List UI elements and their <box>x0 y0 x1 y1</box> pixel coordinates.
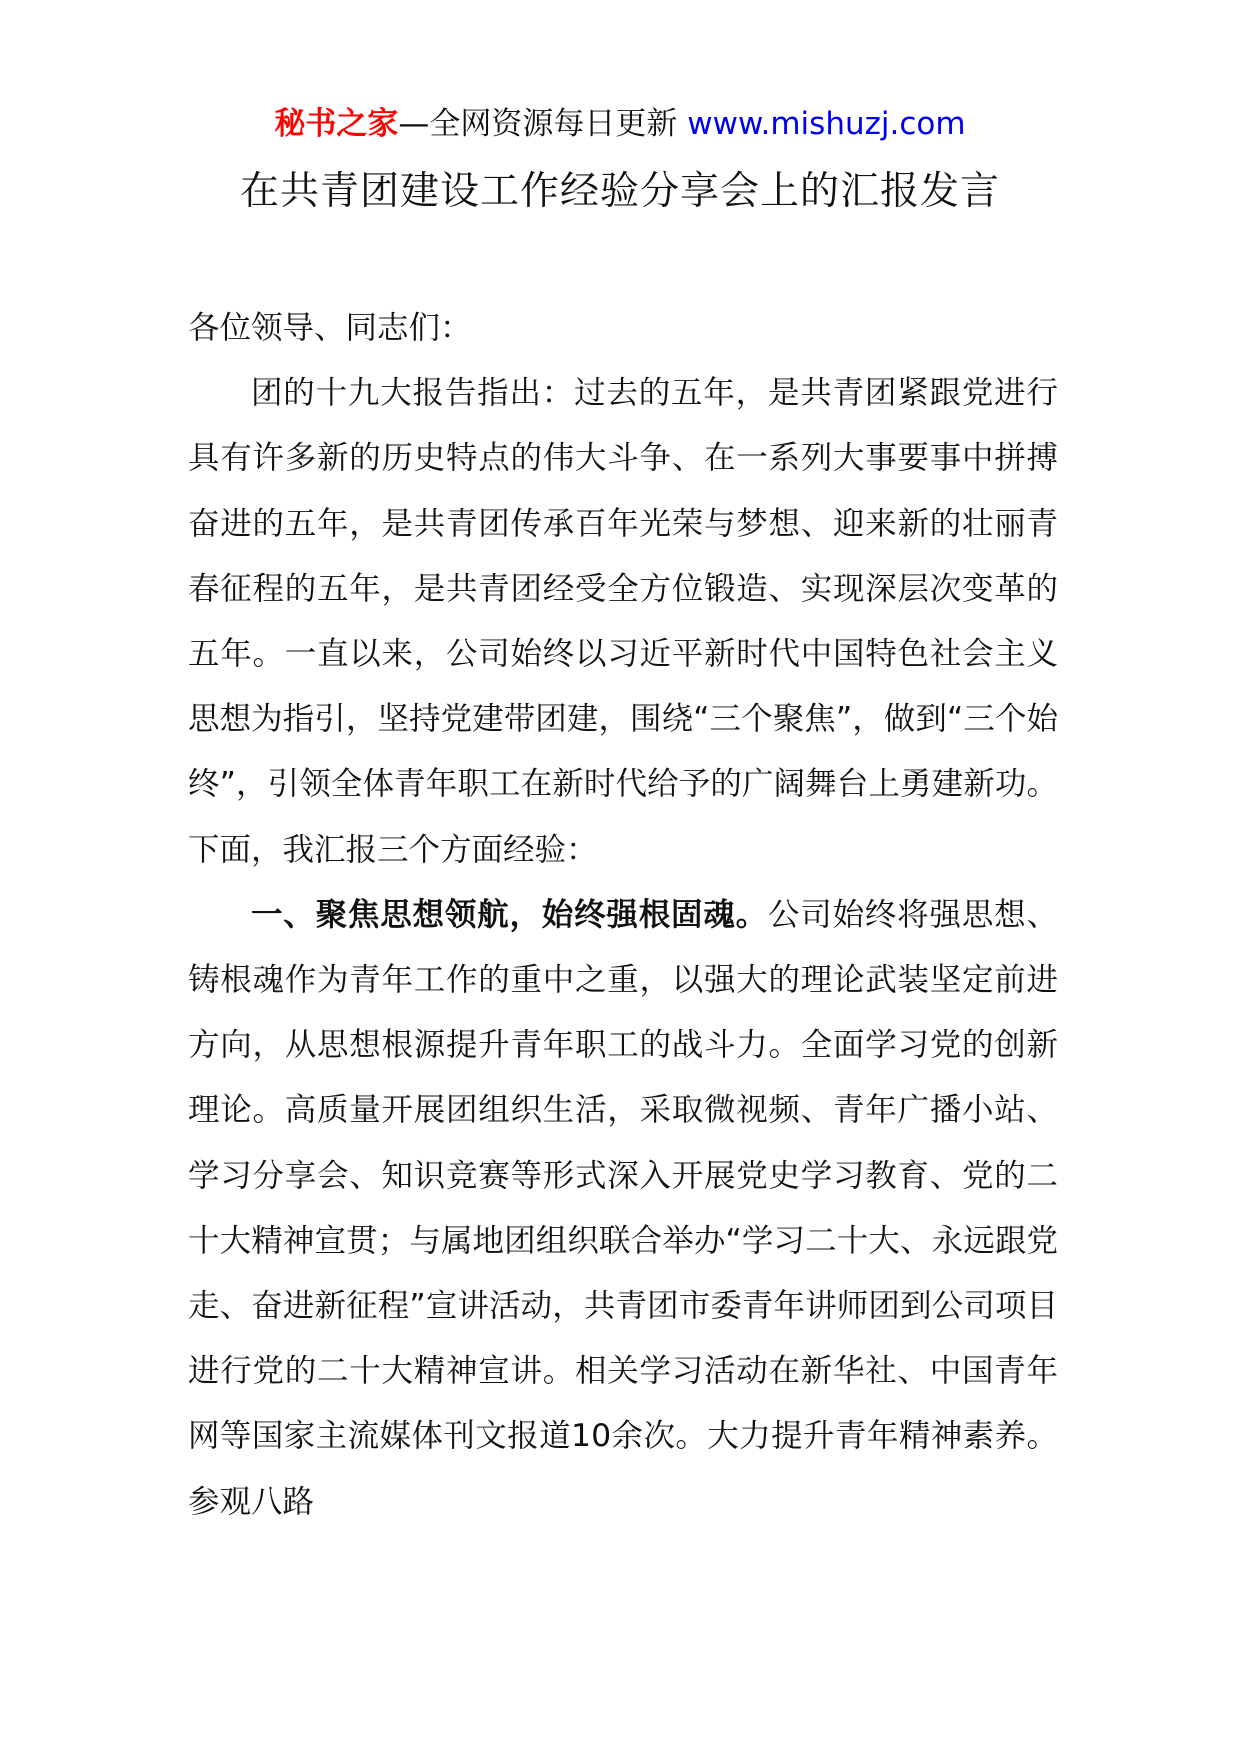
paragraph-intro <box>188 361 1058 883</box>
brand-tagline: —全网资源每日更新 <box>398 106 688 142</box>
document-title: 在共青团建设工作经验分享会上的汇报发言 <box>239 169 1000 214</box>
site-link[interactable]: www.mishuzj.com <box>687 106 966 142</box>
paragraph-section-one <box>188 883 1058 1535</box>
paragraph-lead: 一、聚焦思想领航，始终强根固魂。 <box>251 896 768 933</box>
salutation: 各位领导、同志们： <box>188 310 472 346</box>
header-banner <box>0 104 1240 144</box>
document-body <box>188 296 1058 1535</box>
paragraph-text: 团的十九大报告指出：过去的五年，是共青团紧跟党进行具有许多新的历史特点的伟大斗争、在一系列大事要事中拼搏奋进的五年，是共青团传承百年光荣与梦想、迎来新的壮丽青春征程的五年，是共青团经受全方位锻造、实现深层次变革的五年。一直以来，公司始终以习近平新时代中国特色社会主义思想为指引，坚持党建带团建，围绕“三个聚焦”，做到“三个始终”，引领全体青年职工在新时代给予的广阔舞台上勇建新功。下面，我汇报三个方面经验： <box>188 375 1058 868</box>
brand-name: 秘书之家 <box>274 106 399 142</box>
paragraph-text: 公司始终将强思想、铸根魂作为青年工作的重中之重，以强大的理论武装坚定前进方向，从思想根源提升青年职工的战斗力。全面学习党的创新理论。高质量开展团组织生活，采取微视频、青年广播小站、学习分享会、知识竞赛等形式深入开展党史学习教育、党的二十大精神宣贯；与属地团组织联合举办“学习二十大、永远跟党走、奋进新征程”宣讲活动，共青团市委青年讲师团到公司项目进行党的二十大精神宣讲。相关学习活动在新华社、中国青年网等国家主流媒体刊文报道10余次。大力提升青年精神素养。参观八路 <box>188 896 1058 1520</box>
